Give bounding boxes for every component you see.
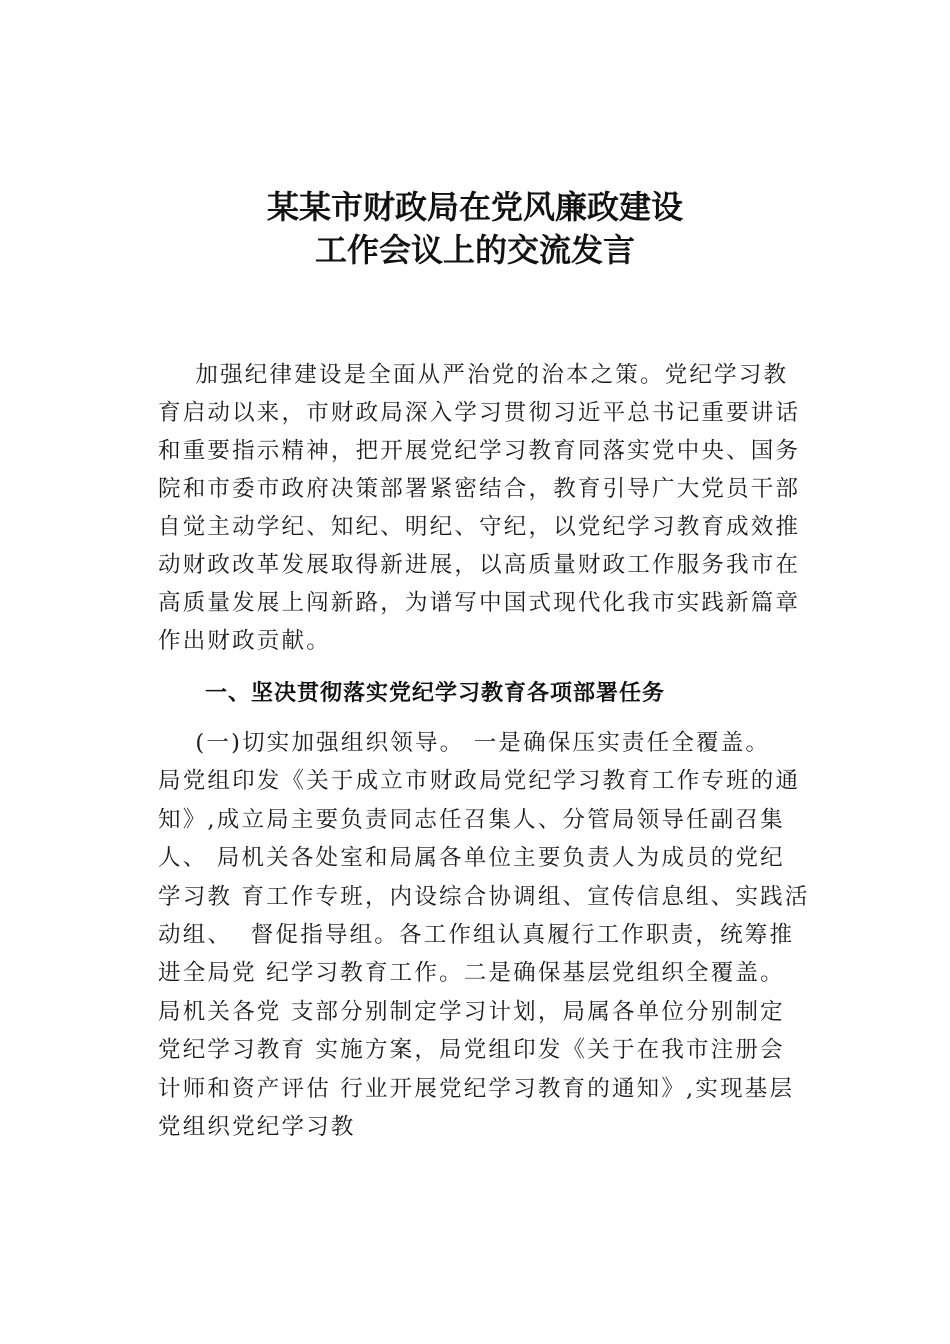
section-heading: 一、坚决贯彻落实党纪学习教育各项部署任务 — [205, 681, 666, 706]
text-line: 动组、 督促指导组。各工作组认真履行工作职责，统筹推 — [158, 921, 795, 948]
document-title — [0, 186, 950, 272]
text-line: 党组织党纪学习教 — [158, 1113, 356, 1140]
text-line: 计师和资产评估 行业开展党纪学习教育的通知》,实现基层 — [158, 1075, 795, 1102]
intro-paragraph — [158, 356, 838, 660]
text-line: 自觉主动学纪、知纪、明纪、守纪，以党纪学习教育成效推 — [158, 514, 801, 540]
text-line: 加强纪律建设是全面从严治党的治本之策。党纪学习教 — [158, 362, 789, 388]
text-line: 动财政改革发展取得新进展，以高质量财政工作服务我市在 — [158, 552, 801, 578]
text-line: 进全局党 纪学习教育工作。二是确保基层党组织全覆盖。 — [158, 960, 785, 987]
text-line: 局机关各党 支部分别制定学习计划，局属各单位分别制定 — [158, 998, 785, 1025]
title-line-1: 某某市财政局在党风廉政建设 — [266, 188, 683, 226]
text-line: 作出财政贡献。 — [158, 628, 331, 654]
section-paragraph — [158, 724, 838, 1146]
text-line: 高质量发展上闯新路，为谱写中国式现代化我市实践新篇章 — [158, 590, 801, 616]
text-line: 党纪学习教育 实施方案，局党组印发《关于在我市注册会 — [158, 1037, 785, 1064]
text-line: 和重要指示精神，把开展党纪学习教育同落实党中央、国务 — [158, 438, 801, 464]
text-line: 学习教 育工作专班，内设综合协调组、宣传信息组、实践活 — [158, 883, 810, 910]
text-line: 人、 局机关各处室和局属各单位主要负责人为成员的党纪 — [158, 845, 785, 872]
text-line: 院和市委市政府决策部署紧密结合，教育引导广大党员干部 — [158, 476, 801, 502]
title-line-2: 工作会议上的交流发言 — [314, 231, 635, 269]
text-line: 育启动以来，市财政局深入学习贯彻习近平总书记重要讲话 — [158, 400, 801, 426]
text-line: 局党组印发《关于成立市财政局党纪学习教育工作专班的通 — [158, 768, 801, 795]
text-line: (一)切实加强组织领导。 一是确保压实责任全覆盖。 — [158, 730, 771, 756]
text-line: 知》,成立局主要负责同志任召集人、分管局领导任副召集 — [158, 806, 785, 833]
